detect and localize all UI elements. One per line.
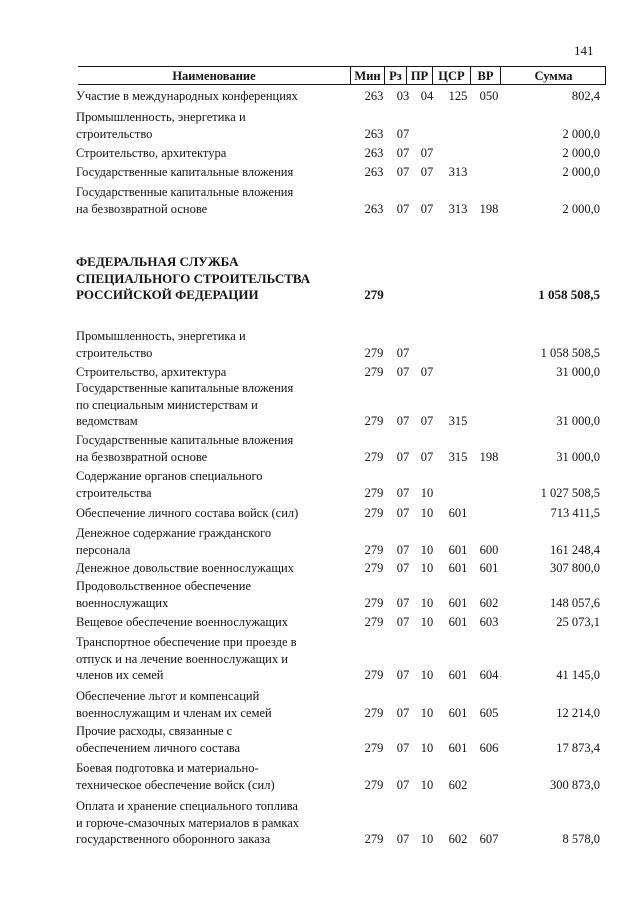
- cell-name: Оплата и хранение специального топлива и горюче-смазочных материалов в рамках государственного оборонного заказа: [76, 799, 300, 846]
- cell-rz: 07: [396, 561, 410, 575]
- cell-min: 279: [364, 506, 384, 520]
- cell-vr: 198: [479, 449, 499, 464]
- cell-min: 279: [364, 561, 384, 575]
- cell-rz: 07: [396, 506, 410, 520]
- cell-vr: 050: [479, 89, 499, 103]
- cell-csr: 313: [448, 165, 468, 179]
- cell-rz: 07: [396, 449, 410, 464]
- cell-min: 279: [364, 365, 384, 379]
- cell-name: Строительство, архитектура: [76, 365, 227, 379]
- cell-name: Промышленность, энергетика и строительство: [76, 110, 246, 141]
- cell-vr: 607: [479, 832, 499, 846]
- cell-pr: 07: [420, 146, 434, 160]
- table-header: [78, 66, 606, 84]
- cell-vr: 604: [479, 668, 499, 682]
- cell-pr: 10: [420, 832, 434, 846]
- cell-csr: 601: [448, 615, 468, 629]
- cell-pr: 10: [420, 506, 434, 520]
- cell-rz: 07: [396, 126, 410, 141]
- cell-pr: 10: [420, 705, 434, 720]
- cell-vr: 600: [479, 542, 499, 557]
- cell-sum: 148 057,6: [550, 595, 600, 610]
- cell-pr: 10: [420, 485, 434, 500]
- cell-csr: 125: [448, 89, 468, 103]
- cell-min: 279: [364, 345, 384, 360]
- cell-sum: 1 058 508,5: [538, 287, 600, 302]
- cell-sum: 161 248,4: [550, 542, 600, 557]
- cell-name: Вещевое обеспечение военнослужащих: [76, 615, 288, 629]
- cell-min: 279: [364, 542, 384, 557]
- cell-name: Денежное довольствие военнослужащих: [76, 561, 294, 575]
- cell-csr: 602: [448, 832, 468, 846]
- cell-vr: 606: [479, 740, 499, 755]
- cell-sum: 300 873,0: [550, 777, 600, 792]
- table-header-right-rule: [605, 66, 606, 84]
- cell-sum: 1 027 508,5: [540, 485, 600, 500]
- cell-sum: 2 000,0: [562, 146, 600, 160]
- cell-pr: 07: [420, 201, 434, 216]
- cell-sum: 307 800,0: [550, 561, 600, 575]
- header-rz: Рз: [384, 66, 406, 84]
- cell-min: 263: [364, 146, 384, 160]
- cell-vr: 603: [479, 615, 499, 629]
- cell-csr: 601: [448, 561, 468, 575]
- cell-csr: 601: [448, 705, 468, 720]
- cell-name: Государственные капитальные вложения на безвозвратной основе: [76, 185, 294, 216]
- cell-name: Боевая подготовка и материально- техническое обеспечение войск (сил): [76, 761, 275, 792]
- cell-pr: 10: [420, 542, 434, 557]
- cell-rz: 07: [396, 485, 410, 500]
- cell-rz: 07: [396, 777, 410, 792]
- cell-min: 279: [364, 449, 384, 464]
- cell-name: Участие в международных конференциях: [76, 89, 298, 103]
- cell-rz: 03: [396, 89, 410, 103]
- cell-rz: 07: [396, 165, 410, 179]
- cell-min: 279: [364, 485, 384, 500]
- cell-name: Прочие расходы, связанные с обеспечением личного состава: [76, 724, 241, 755]
- cell-min: 279: [364, 668, 384, 682]
- cell-name: Государственные капитальные вложения: [76, 165, 294, 179]
- cell-min: 263: [364, 126, 384, 141]
- cell-sum: 41 145,0: [556, 668, 600, 682]
- cell-min: 279: [364, 615, 384, 629]
- cell-sum: 31 000,0: [556, 365, 600, 379]
- cell-name: Содержание органов специального строительства: [76, 469, 263, 500]
- cell-sum: 1 058 508,5: [540, 345, 600, 360]
- cell-csr: 601: [448, 740, 468, 755]
- cell-min: 279: [364, 740, 384, 755]
- cell-sum: 2 000,0: [562, 165, 600, 179]
- cell-csr: 602: [448, 777, 468, 792]
- cell-min: 279: [364, 595, 384, 610]
- cell-pr: 10: [420, 777, 434, 792]
- cell-min: 279: [364, 777, 384, 792]
- cell-min: 263: [364, 165, 384, 179]
- cell-pr: 07: [420, 449, 434, 464]
- cell-name: ФЕДЕРАЛЬНАЯ СЛУЖБА СПЕЦИАЛЬНОГО СТРОИТЕЛЬСТВА РОССИЙСКОЙ ФЕДЕРАЦИИ: [76, 254, 311, 302]
- cell-rz: 07: [396, 740, 410, 755]
- cell-rz: 07: [396, 365, 410, 379]
- cell-csr: 315: [448, 449, 468, 464]
- cell-pr: 10: [420, 615, 434, 629]
- cell-vr: 198: [479, 201, 499, 216]
- cell-name: Транспортное обеспечение при проезде в отпуск и на лечение военнослужащих и членов их семей: [76, 635, 297, 682]
- cell-rz: 07: [396, 595, 410, 610]
- cell-csr: 601: [448, 595, 468, 610]
- cell-pr: 10: [420, 740, 434, 755]
- cell-pr: 10: [420, 595, 434, 610]
- cell-rz: 07: [396, 705, 410, 720]
- cell-csr: 315: [448, 414, 468, 428]
- header-min: Мин: [350, 66, 384, 84]
- cell-rz: 07: [396, 201, 410, 216]
- header-name: Наименование: [172, 69, 256, 83]
- cell-sum: 31 000,0: [556, 449, 600, 464]
- cell-vr: 602: [479, 595, 499, 610]
- cell-name: Государственные капитальные вложения по специальным министерствам и ведомствам: [76, 381, 294, 428]
- cell-sum: 31 000,0: [556, 414, 600, 428]
- cell-pr: 10: [420, 668, 434, 682]
- page-number: 141: [574, 43, 594, 58]
- cell-pr: 04: [420, 89, 434, 103]
- cell-sum: 12 214,0: [556, 705, 600, 720]
- cell-name: Продовольственное обеспечение военнослужащих: [76, 579, 251, 610]
- cell-rz: 07: [396, 668, 410, 682]
- header-vr: ВР: [470, 66, 500, 84]
- header-pr: ПР: [406, 66, 432, 84]
- cell-sum: 2 000,0: [562, 201, 600, 216]
- cell-min: 279: [364, 705, 384, 720]
- cell-name: Промышленность, энергетика и строительство: [76, 329, 246, 360]
- cell-pr: 10: [420, 561, 434, 575]
- cell-min: 279: [364, 414, 384, 428]
- cell-name: Обеспечение льгот и компенсаций военнослужащим и членам их семей: [76, 689, 272, 720]
- cell-min: 263: [364, 201, 384, 216]
- cell-sum: 25 073,1: [556, 615, 600, 629]
- cell-min: 279: [364, 287, 384, 302]
- cell-name: Денежное содержание гражданского персонала: [76, 526, 272, 557]
- cell-sum: 2 000,0: [562, 126, 600, 141]
- cell-pr: 07: [420, 165, 434, 179]
- cell-sum: 8 578,0: [562, 832, 600, 846]
- cell-rz: 07: [396, 542, 410, 557]
- cell-csr: 601: [448, 668, 468, 682]
- cell-rz: 07: [396, 345, 410, 360]
- cell-rz: 07: [396, 832, 410, 846]
- table-header-bottom-rule: [78, 84, 606, 85]
- cell-name: Строительство, архитектура: [76, 146, 227, 160]
- cell-vr: 601: [479, 561, 499, 575]
- cell-vr: 605: [479, 705, 499, 720]
- cell-rz: 07: [396, 615, 410, 629]
- cell-min: 263: [364, 89, 384, 103]
- cell-csr: 313: [448, 201, 468, 216]
- cell-pr: 07: [420, 365, 434, 379]
- cell-name: Государственные капитальные вложения на безвозвратной основе: [76, 433, 294, 464]
- cell-name: Обеспечение личного состава войск (сил): [76, 506, 299, 520]
- cell-sum: 802,4: [571, 89, 600, 103]
- cell-rz: 07: [396, 414, 410, 428]
- cell-sum: 17 873,4: [556, 740, 600, 755]
- cell-rz: 07: [396, 146, 410, 160]
- header-sum: Сумма: [500, 66, 606, 84]
- cell-pr: 07: [420, 414, 434, 428]
- cell-sum: 713 411,5: [550, 506, 600, 520]
- cell-csr: 601: [448, 506, 468, 520]
- cell-csr: 601: [448, 542, 468, 557]
- cell-min: 279: [364, 832, 384, 846]
- header-csr: ЦСР: [432, 66, 470, 84]
